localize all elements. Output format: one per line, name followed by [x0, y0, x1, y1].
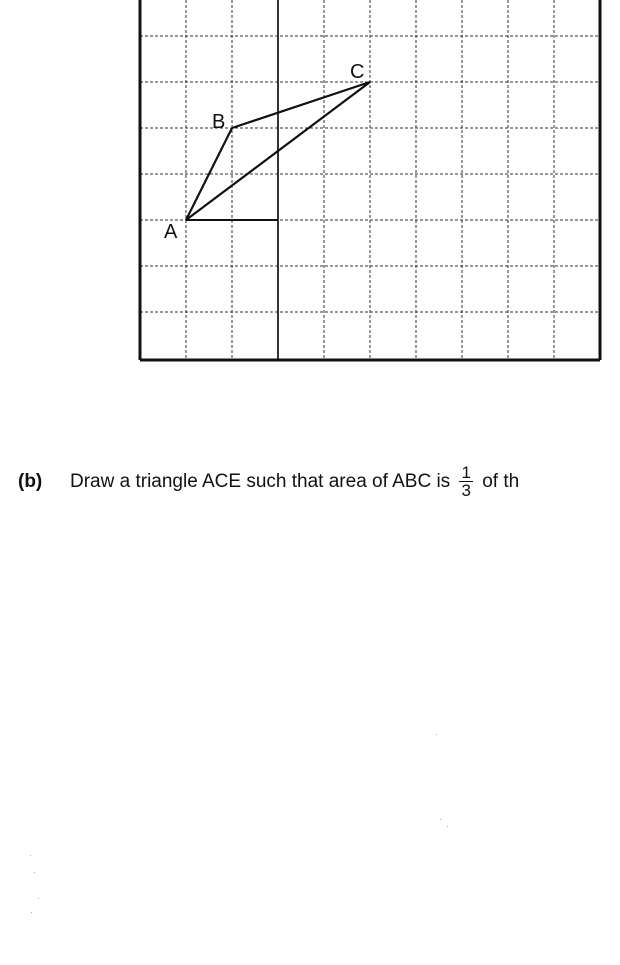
question-b [0, 462, 620, 502]
question-b-text-after: of th [482, 471, 520, 492]
scan-speck [34, 872, 35, 873]
question-b-label: (b) [18, 471, 43, 492]
point-label-A: A [164, 221, 178, 243]
question-b-text-before: Draw a triangle ACE such that area of ABC is [70, 471, 451, 492]
scan-speck [30, 855, 31, 856]
segment-BC [232, 82, 370, 128]
point-label-C: C [350, 61, 365, 83]
scan-speck [440, 819, 441, 820]
grid-figure [0, 0, 620, 380]
scan-speck [436, 734, 437, 735]
scan-speck [447, 826, 448, 827]
scan-speck [31, 912, 32, 913]
point-label-B: B [212, 111, 226, 133]
fraction-numerator: 1 [461, 463, 471, 483]
fraction-one-third [459, 464, 472, 499]
question-b-text [70, 462, 519, 502]
scan-speck [38, 898, 39, 899]
fraction-denominator: 3 [461, 481, 471, 501]
